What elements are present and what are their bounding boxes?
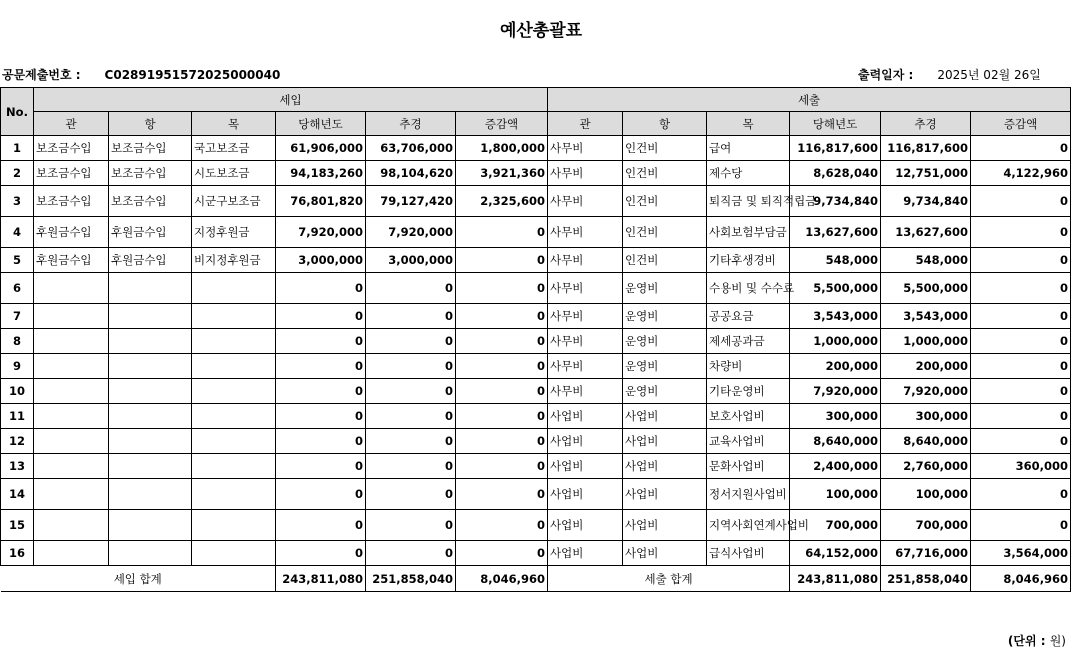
row-no: 10 — [1, 379, 34, 404]
expense-gwan: 사업비 — [548, 404, 623, 429]
unit-note — [1008, 632, 1066, 649]
expense-revised: 67,716,000 — [881, 541, 971, 566]
income-revised: 0 — [366, 541, 456, 566]
expense-change: 0 — [971, 273, 1071, 304]
expense-revised: 700,000 — [881, 510, 971, 541]
income-mok: 시군구보조금 — [192, 186, 276, 217]
expense-gwan: 사무비 — [548, 304, 623, 329]
income-current: 0 — [276, 510, 366, 541]
print-date-label: 출력일자 : — [858, 68, 914, 82]
income-change: 1,800,000 — [456, 136, 548, 161]
expense-revised: 2,760,000 — [881, 454, 971, 479]
expense-mok: 지역사회연계사업비 — [707, 510, 790, 541]
income-revised: 3,000,000 — [366, 248, 456, 273]
expense-gwan: 사무비 — [548, 329, 623, 354]
expense-hang: 인건비 — [623, 217, 707, 248]
expense-mok: 제세공과금 — [707, 329, 790, 354]
income-current: 0 — [276, 404, 366, 429]
income-hang — [109, 479, 192, 510]
table-row — [1, 510, 1071, 541]
income-hang — [109, 354, 192, 379]
income-current: 0 — [276, 273, 366, 304]
expense-revised: 116,817,600 — [881, 136, 971, 161]
income-gwan — [34, 454, 109, 479]
income-change: 0 — [456, 510, 548, 541]
table-row — [1, 541, 1071, 566]
expense-revised: 5,500,000 — [881, 273, 971, 304]
expense-change: 0 — [971, 217, 1071, 248]
expense-change: 0 — [971, 354, 1071, 379]
expense-gwan: 사무비 — [548, 136, 623, 161]
income-hang: 보조금수입 — [109, 136, 192, 161]
header-no: No. — [1, 88, 34, 136]
income-gwan: 보조금수입 — [34, 136, 109, 161]
income-mok — [192, 510, 276, 541]
income-total-revised: 251,858,040 — [366, 566, 456, 592]
expense-change: 4,122,960 — [971, 161, 1071, 186]
income-current: 0 — [276, 479, 366, 510]
expense-gwan: 사무비 — [548, 273, 623, 304]
totals-row — [1, 566, 1071, 592]
income-mok — [192, 329, 276, 354]
expense-mok: 기타운영비 — [707, 379, 790, 404]
expense-hang: 운영비 — [623, 379, 707, 404]
income-gwan — [34, 379, 109, 404]
income-mok: 시도보조금 — [192, 161, 276, 186]
header-income-current: 당해년도 — [276, 112, 366, 136]
income-current: 0 — [276, 429, 366, 454]
income-mok — [192, 273, 276, 304]
income-hang — [109, 510, 192, 541]
expense-gwan: 사업비 — [548, 429, 623, 454]
row-no: 9 — [1, 354, 34, 379]
expense-current: 700,000 — [790, 510, 881, 541]
expense-change: 0 — [971, 510, 1071, 541]
expense-change: 3,564,000 — [971, 541, 1071, 566]
income-gwan — [34, 479, 109, 510]
income-gwan: 후원금수입 — [34, 217, 109, 248]
expense-current: 200,000 — [790, 354, 881, 379]
expense-hang: 사업비 — [623, 454, 707, 479]
row-no: 8 — [1, 329, 34, 354]
income-change: 0 — [456, 541, 548, 566]
expense-change: 0 — [971, 329, 1071, 354]
expense-current: 1,000,000 — [790, 329, 881, 354]
header-row-columns — [1, 112, 1071, 136]
income-change: 0 — [456, 429, 548, 454]
row-no: 16 — [1, 541, 34, 566]
expense-change: 0 — [971, 304, 1071, 329]
expense-change: 0 — [971, 186, 1071, 217]
income-change: 0 — [456, 479, 548, 510]
expense-gwan: 사업비 — [548, 454, 623, 479]
table-row — [1, 186, 1071, 217]
expense-current: 116,817,600 — [790, 136, 881, 161]
expense-mok: 퇴직금 및 퇴직적립금 — [707, 186, 790, 217]
income-gwan — [34, 429, 109, 454]
expense-revised: 1,000,000 — [881, 329, 971, 354]
income-revised: 0 — [366, 304, 456, 329]
unit-label: (단위 : — [1007, 634, 1046, 648]
expense-mok: 사회보험부담금 — [707, 217, 790, 248]
income-mok — [192, 404, 276, 429]
expense-mok: 정서지원사업비 — [707, 479, 790, 510]
table-row — [1, 217, 1071, 248]
income-current: 61,906,000 — [276, 136, 366, 161]
expense-change: 0 — [971, 136, 1071, 161]
income-change: 0 — [456, 379, 548, 404]
expense-gwan: 사무비 — [548, 217, 623, 248]
income-current: 94,183,260 — [276, 161, 366, 186]
table-row — [1, 354, 1071, 379]
header-expense-current: 당해년도 — [790, 112, 881, 136]
expense-revised: 200,000 — [881, 354, 971, 379]
document-number-label: 공문제출번호 : — [2, 68, 81, 82]
income-gwan: 후원금수입 — [34, 248, 109, 273]
table-row — [1, 479, 1071, 510]
expense-hang: 운영비 — [623, 304, 707, 329]
row-no: 4 — [1, 217, 34, 248]
income-hang — [109, 454, 192, 479]
expense-gwan: 사업비 — [548, 510, 623, 541]
income-hang: 보조금수입 — [109, 161, 192, 186]
expense-revised: 300,000 — [881, 404, 971, 429]
row-no: 6 — [1, 273, 34, 304]
income-total-label: 세입 합계 — [1, 566, 276, 592]
income-hang — [109, 404, 192, 429]
expense-current: 5,500,000 — [790, 273, 881, 304]
row-no: 1 — [1, 136, 34, 161]
income-revised: 0 — [366, 379, 456, 404]
expense-change: 0 — [971, 379, 1071, 404]
income-revised: 0 — [366, 510, 456, 541]
expense-gwan: 사무비 — [548, 186, 623, 217]
income-change: 0 — [456, 404, 548, 429]
income-change: 0 — [456, 217, 548, 248]
income-change: 0 — [456, 248, 548, 273]
header-expense: 세출 — [548, 88, 1071, 112]
print-date-value: 2025년 02월 26일 — [937, 68, 1041, 82]
table-row — [1, 429, 1071, 454]
income-hang: 후원금수입 — [109, 217, 192, 248]
table-row — [1, 454, 1071, 479]
table-row — [1, 329, 1071, 354]
income-revised: 0 — [366, 329, 456, 354]
header-income-hang: 항 — [109, 112, 192, 136]
expense-hang: 사업비 — [623, 479, 707, 510]
income-gwan — [34, 404, 109, 429]
expense-hang: 운영비 — [623, 273, 707, 304]
expense-mok: 교육사업비 — [707, 429, 790, 454]
income-revised: 0 — [366, 429, 456, 454]
income-mok: 지정후원금 — [192, 217, 276, 248]
table-row — [1, 404, 1071, 429]
income-change: 0 — [456, 454, 548, 479]
document-number — [2, 66, 280, 83]
expense-hang: 사업비 — [623, 510, 707, 541]
expense-mok: 공공요금 — [707, 304, 790, 329]
income-current: 0 — [276, 304, 366, 329]
income-mok — [192, 454, 276, 479]
unit-value: 원) — [1049, 634, 1066, 648]
income-gwan — [34, 354, 109, 379]
expense-hang: 사업비 — [623, 541, 707, 566]
expense-gwan: 사무비 — [548, 161, 623, 186]
income-hang — [109, 429, 192, 454]
expense-total-current: 243,811,080 — [790, 566, 881, 592]
expense-total-label: 세출 합계 — [548, 566, 790, 592]
income-gwan: 보조금수입 — [34, 186, 109, 217]
table-row — [1, 304, 1071, 329]
row-no: 7 — [1, 304, 34, 329]
row-no: 15 — [1, 510, 34, 541]
expense-revised: 13,627,600 — [881, 217, 971, 248]
expense-revised: 548,000 — [881, 248, 971, 273]
expense-revised: 9,734,840 — [881, 186, 971, 217]
expense-hang: 운영비 — [623, 329, 707, 354]
header-expense-revised: 추경 — [881, 112, 971, 136]
income-hang — [109, 541, 192, 566]
print-date — [858, 66, 1041, 83]
expense-current: 548,000 — [790, 248, 881, 273]
expense-current: 64,152,000 — [790, 541, 881, 566]
expense-hang: 인건비 — [623, 248, 707, 273]
expense-change: 0 — [971, 429, 1071, 454]
expense-change: 360,000 — [971, 454, 1071, 479]
expense-revised: 12,751,000 — [881, 161, 971, 186]
row-no: 11 — [1, 404, 34, 429]
budget-summary-table — [0, 87, 1071, 592]
income-revised: 7,920,000 — [366, 217, 456, 248]
expense-gwan: 사무비 — [548, 379, 623, 404]
income-change: 0 — [456, 354, 548, 379]
header-income-gwan: 관 — [34, 112, 109, 136]
expense-gwan: 사업비 — [548, 541, 623, 566]
expense-hang: 인건비 — [623, 136, 707, 161]
expense-current: 9,734,840 — [790, 186, 881, 217]
income-revised: 0 — [366, 354, 456, 379]
income-current: 0 — [276, 379, 366, 404]
expense-mok: 기타후생경비 — [707, 248, 790, 273]
income-change: 2,325,600 — [456, 186, 548, 217]
income-hang: 보조금수입 — [109, 186, 192, 217]
expense-mok: 차량비 — [707, 354, 790, 379]
income-gwan — [34, 510, 109, 541]
expense-hang: 사업비 — [623, 429, 707, 454]
expense-current: 8,628,040 — [790, 161, 881, 186]
row-no: 13 — [1, 454, 34, 479]
income-revised: 0 — [366, 273, 456, 304]
expense-hang: 사업비 — [623, 404, 707, 429]
row-no: 3 — [1, 186, 34, 217]
header-expense-change: 증감액 — [971, 112, 1071, 136]
expense-gwan: 사업비 — [548, 479, 623, 510]
expense-mok: 급식사업비 — [707, 541, 790, 566]
header-income: 세입 — [34, 88, 548, 112]
table-row — [1, 136, 1071, 161]
expense-current: 13,627,600 — [790, 217, 881, 248]
income-current: 0 — [276, 354, 366, 379]
header-expense-mok: 목 — [707, 112, 790, 136]
expense-current: 300,000 — [790, 404, 881, 429]
income-mok — [192, 541, 276, 566]
income-current: 0 — [276, 454, 366, 479]
income-revised: 0 — [366, 454, 456, 479]
expense-mok: 제수당 — [707, 161, 790, 186]
row-no: 2 — [1, 161, 34, 186]
income-current: 3,000,000 — [276, 248, 366, 273]
header-income-revised: 추경 — [366, 112, 456, 136]
expense-mok: 문화사업비 — [707, 454, 790, 479]
header-income-mok: 목 — [192, 112, 276, 136]
header-expense-hang: 항 — [623, 112, 707, 136]
expense-current: 3,543,000 — [790, 304, 881, 329]
income-total-change: 8,046,960 — [456, 566, 548, 592]
income-mok: 비지정후원금 — [192, 248, 276, 273]
expense-mok: 급여 — [707, 136, 790, 161]
income-current: 0 — [276, 329, 366, 354]
income-current: 76,801,820 — [276, 186, 366, 217]
income-revised: 79,127,420 — [366, 186, 456, 217]
income-mok — [192, 379, 276, 404]
expense-revised: 8,640,000 — [881, 429, 971, 454]
expense-current: 8,640,000 — [790, 429, 881, 454]
table-row — [1, 379, 1071, 404]
income-change: 0 — [456, 273, 548, 304]
expense-revised: 3,543,000 — [881, 304, 971, 329]
expense-total-change: 8,046,960 — [971, 566, 1071, 592]
income-change: 3,921,360 — [456, 161, 548, 186]
income-hang: 후원금수입 — [109, 248, 192, 273]
table-row — [1, 161, 1071, 186]
expense-change: 0 — [971, 248, 1071, 273]
income-change: 0 — [456, 304, 548, 329]
income-revised: 0 — [366, 404, 456, 429]
income-current: 7,920,000 — [276, 217, 366, 248]
expense-hang: 인건비 — [623, 186, 707, 217]
income-hang — [109, 379, 192, 404]
expense-gwan: 사무비 — [548, 354, 623, 379]
income-revised: 63,706,000 — [366, 136, 456, 161]
income-current: 0 — [276, 541, 366, 566]
expense-mok: 수용비 및 수수료 — [707, 273, 790, 304]
table-row — [1, 273, 1071, 304]
expense-revised: 100,000 — [881, 479, 971, 510]
expense-revised: 7,920,000 — [881, 379, 971, 404]
expense-hang: 운영비 — [623, 354, 707, 379]
row-no: 12 — [1, 429, 34, 454]
expense-gwan: 사무비 — [548, 248, 623, 273]
expense-change: 0 — [971, 404, 1071, 429]
income-mok — [192, 304, 276, 329]
income-change: 0 — [456, 329, 548, 354]
expense-change: 0 — [971, 479, 1071, 510]
income-gwan — [34, 304, 109, 329]
page-title: 예산총괄표 — [499, 21, 583, 41]
income-gwan — [34, 273, 109, 304]
income-mok: 국고보조금 — [192, 136, 276, 161]
income-gwan — [34, 329, 109, 354]
expense-current: 7,920,000 — [790, 379, 881, 404]
header-income-change: 증감액 — [456, 112, 548, 136]
row-no: 5 — [1, 248, 34, 273]
header-expense-gwan: 관 — [548, 112, 623, 136]
income-hang — [109, 273, 192, 304]
table-row — [1, 248, 1071, 273]
income-revised: 98,104,620 — [366, 161, 456, 186]
expense-current: 100,000 — [790, 479, 881, 510]
expense-total-revised: 251,858,040 — [881, 566, 971, 592]
income-total-current: 243,811,080 — [276, 566, 366, 592]
expense-mok: 보호사업비 — [707, 404, 790, 429]
header-row-group — [1, 88, 1071, 112]
row-no: 14 — [1, 479, 34, 510]
income-gwan: 보조금수입 — [34, 161, 109, 186]
expense-current: 2,400,000 — [790, 454, 881, 479]
income-hang — [109, 329, 192, 354]
expense-hang: 인건비 — [623, 161, 707, 186]
income-gwan — [34, 541, 109, 566]
document-number-value: C02891951572025000040 — [104, 68, 281, 82]
income-revised: 0 — [366, 479, 456, 510]
income-mok — [192, 354, 276, 379]
income-hang — [109, 304, 192, 329]
income-mok — [192, 479, 276, 510]
income-mok — [192, 429, 276, 454]
